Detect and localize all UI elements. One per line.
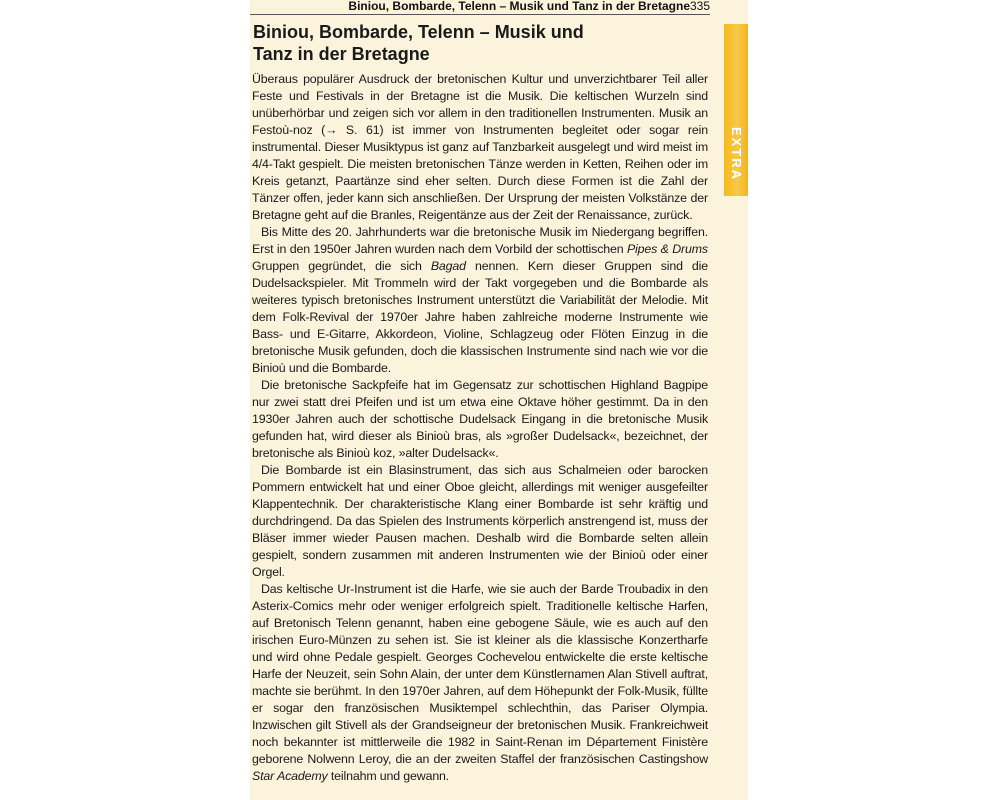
heading-line-1: Biniou, Bombarde, Telenn – Musik und — [253, 22, 584, 42]
paragraph-1: Überaus populärer Ausdruck der bretonischen Kultur und unverzichtbarer Teil aller Feste und Festivals in der Bretagne ist die Musik. Die keltischen Wurzeln sind unüberhörbar und zeigen sich vor allem in den traditionellen Instrumenten. Musik an Festoù-noz (→ S. 61) ist immer von Instrumenten begleitet oder sogar rein instrumental. Dieser Musiktypus ist ganz auf Tanzbarkeit ausgelegt und wird meist im 4/4-Takt gespielt. Die meisten bretonischen Tänze werden in Ketten, Reihen oder im Kreis getanzt, Paartänze sind eher selten. Durch diese Formen ist die Zahl der Tänzer offen, jeder kann sich anschließen. Der Ursprung der meisten Volkstänze der Bretagne geht auf die Branles, Reigentänze aus der Zeit der Renaissance, zurück. — [252, 72, 708, 222]
extra-tab-label: EXTRA — [729, 126, 744, 182]
pipes-drums-term: Pipes & Drums — [626, 242, 708, 256]
paragraph-2 — [252, 224, 708, 377]
paragraph-3: Die bretonische Sackpfeife hat im Gegensatz zur schottischen Highland Bagpipe nur zwei statt drei Pfeifen und ist um etwa eine Oktave höher gestimmt. Da in den 1930er Jahren auch der schottische Dudelsack Eingang in die bretonische Musik gefunden hat, wird dieser als Binioù bras, als »großer Dudelsack«, bezeichnet, der bretonische als Binioù koz, »alter Dudelsack«. — [252, 378, 708, 460]
running-title: Biniou, Bombarde, Telenn – Musik und Tanz in der Bretagne — [348, 0, 690, 13]
paragraph-4: Die Bombarde ist ein Blasinstrument, das sich aus Schalmeien oder barocken Pommern entwickelt hat und einer Oboe gleicht, allerdings mit weniger ausgefeilter Klappentechnik. Der charakteristische Klang einer Bombarde ist sehr kräftig und durchdringend. Da das Spielen des Instruments körperlich anstrengend ist, muss der Bläser immer wieder Pausen machen. Deshalb wird die Bombarde selten allein gespielt, sondern zusammen mit anderen Instrumenten wie der Binioù oder einer Orgel. — [252, 463, 708, 579]
article-heading — [253, 21, 683, 65]
paragraph-2-part-c: nennen. Kern dieser Gruppen sind die Dudelsackspieler. Mit Trommeln wird der Takt vorgegeben und die Bombarde als weiteres typisch bretonisches Instrument unterstützt die Variabilität der Melodie. Mit dem Folk-Revival der 1970er Jahre haben zahlreiche moderne Instrumente wie Bass- und E-Gitarre, Akkordeon, Violine, Schlagzeug oder Flöten Einzug in die bretonische Musik gefunden, doch die klassischen Instrumente sind nach wie vor die Binioù und die Bombarde. — [252, 259, 708, 375]
star-academy-title: Star Academy — [252, 769, 328, 783]
paragraph-5-part-a: Das keltische Ur-Instrument ist die Harfe, wie sie auch der Barde Troubadix in den Asterix-Comics mehr oder weniger erfolgreich spielt. Traditionelle keltische Harfen, auf Bretonisch Telenn genannt, haben eine gebogene Säule, wie es auch auf den irischen Euro-Münzen zu sehen ist. Sie ist kleiner als die klassische Konzertharfe und wird ohne Pedale gespielt. Georges Cochevelou entwickelte die erste keltische Harfe der Neuzeit, sein Sohn Alain, der unter dem Künstlernamen Alan Stivell auftrat, machte sie berühmt. In den 1970er Jahren, auf dem Höhepunkt der Folk-Musik, füllte er sogar den französischen Musiktempel schlechthin, das Pariser Olympia. Inzwischen gilt Stivell als der Grandseigneur der bretonischen Musik. Frankreichweit noch bekannter ist mittlerweile die 1982 in Saint-Renan im Département Finistère geborene Nolwenn Leroy, die an der zweiten Staffel der französischen Castingshow — [252, 582, 708, 766]
paragraph-2-part-a: Bis Mitte des 20. Jahrhunderts war die bretonische Musik im Niedergang begriffen. Erst in den 1950er Jahren wurden nach dem Vorbild der schottischen — [252, 225, 708, 256]
running-head — [250, 0, 710, 15]
heading-line-2: Tanz in der Bretagne — [253, 44, 430, 64]
paragraph-5-part-b: teilnahm und gewann. — [327, 769, 450, 783]
article-body — [252, 71, 708, 785]
bagad-term: Bagad — [430, 259, 466, 273]
paragraph-2-part-b: Gruppen gegründet, die sich — [252, 259, 431, 273]
page-number: 335 — [689, 0, 710, 13]
paragraph-5 — [252, 581, 708, 785]
